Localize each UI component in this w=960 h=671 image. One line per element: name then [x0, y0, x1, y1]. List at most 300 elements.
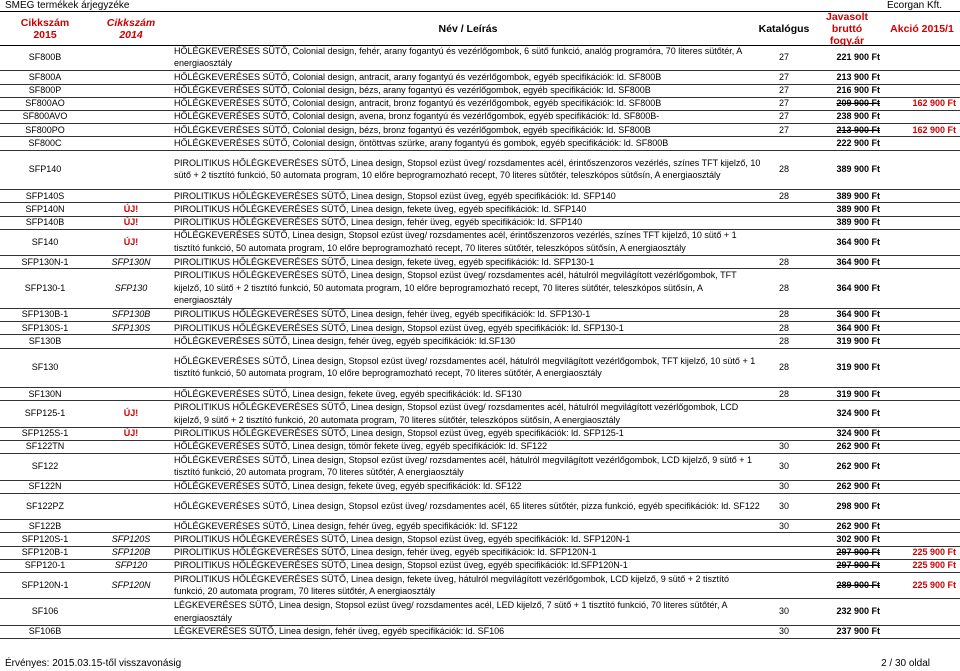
table-row	[0, 387, 960, 401]
retail-price-text: 262 900 Ft	[836, 461, 880, 472]
promo-price	[884, 387, 956, 400]
cikkszam-2014-text: SFP120	[114, 560, 148, 571]
cikkszam-2015-text: SFP130B-1	[21, 309, 69, 320]
retail-price-text: 238 900 Ft	[836, 111, 880, 122]
cikkszam-2015-text: SF122B	[28, 520, 62, 531]
retail-price-text: 319 900 Ft	[836, 335, 880, 346]
promo-price	[884, 427, 956, 440]
product-description	[174, 348, 762, 388]
table-row	[0, 427, 960, 441]
retail-price	[808, 229, 880, 255]
retail-price	[808, 123, 880, 136]
cikkszam-2015	[0, 493, 90, 519]
cikkszam-2014-text: ÚJ!	[123, 236, 139, 247]
cikkszam-2014-text: SFP120B	[111, 546, 151, 557]
retail-price-text: 298 900 Ft	[836, 500, 880, 511]
header-katalogus-text: Katalógus	[758, 22, 810, 35]
katalogus-page-text: 28	[778, 322, 789, 333]
katalogus-page-text: 30	[778, 606, 789, 617]
cikkszam-2015	[0, 480, 90, 493]
product-description	[174, 97, 762, 110]
retail-price	[808, 440, 880, 453]
validity-note: Érvényes: 2015.03.15-től visszavonásig	[5, 658, 182, 669]
retail-price-text: 389 900 Ft	[836, 190, 880, 201]
cikkszam-2014	[94, 110, 168, 123]
katalogus-page	[762, 572, 806, 598]
product-description-text: PIROLITIKUS HŐLÉGKEVERÉSES SÜTŐ, Linea design, fehér üveg, egyéb specifikációk: ld. SFP140	[174, 216, 583, 227]
promo-price	[884, 572, 956, 598]
promo-price	[884, 334, 956, 347]
cikkszam-2014	[94, 546, 168, 559]
cikkszam-2015	[0, 202, 90, 215]
product-description-text: PIROLITIKUS HŐLÉGKEVERÉSES SÜTŐ, Linea design, Stopsol ezüst üveg, egyéb specifikációk: ld. SFP140	[174, 190, 616, 201]
retail-price	[808, 427, 880, 440]
retail-price	[808, 572, 880, 598]
retail-price-text: 364 900 Ft	[836, 256, 880, 267]
product-description-text: HŐLÉGKEVERÉSES SÜTŐ, Colonial design, antracit, bronz fogantyú és vezérlőgombok, egyéb specifikációk: ld. SF800B	[174, 98, 662, 109]
product-description-text: PIROLITIKUS HŐLÉGKEVERÉSES SÜTŐ, Linea design, Stopsol ezüst üveg, egyéb specifikációk: ld. SFP125-1	[174, 428, 624, 439]
product-description-text: PIROLITIKUS HŐLÉGKEVERÉSES SÜTŐ, Linea design, Stopsol ezüst üveg/ rozsdamentes acél, hátulról megvilágított vezérlőgombok, TFT kijelző, 10 sütő + 2 tisztító funkció, 50 automata program, 10 előre beprogramozható recept, 70 literes sütőtér, teleszkópos sütősín, A energiaosztály	[174, 270, 737, 306]
retail-price-text: 297 900 Ft	[836, 546, 880, 557]
product-description-text: HŐLÉGKEVERÉSES SÜTŐ, Linea design, Stopsol ezüst üveg/ rozsdamentes acél, hátulról megvilágított vezérlőgombok, LCD kijelző, 9 sütő + 1 tisztító funkció, 20 automata program, 70 literes sütőtér, A energiaosztály	[174, 454, 753, 478]
retail-price	[808, 532, 880, 545]
table-row	[0, 216, 960, 230]
retail-price	[808, 110, 880, 123]
retail-price-text: 213 900 Ft	[836, 71, 880, 82]
cikkszam-2015	[0, 70, 90, 83]
product-description-text: PIROLITIKUS HŐLÉGKEVERÉSES SÜTŐ, Linea design, Stopsol ezüst üveg, egyéb specifikációk: ld.SFP120N-1	[174, 560, 628, 571]
promo-price	[884, 229, 956, 255]
product-description	[174, 493, 762, 519]
retail-price-text: 364 900 Ft	[836, 236, 880, 247]
cikkszam-2014	[94, 598, 168, 624]
cikkszam-2014	[94, 334, 168, 347]
katalogus-page-text: 28	[778, 362, 789, 373]
table-row	[0, 70, 960, 84]
company-name: Ecorgan Kft.	[886, 0, 942, 11]
cikkszam-2014	[94, 150, 168, 190]
promo-price	[884, 519, 956, 532]
table-row	[0, 519, 960, 533]
cikkszam-2015	[0, 229, 90, 255]
cikkszam-2014	[94, 268, 168, 308]
product-description	[174, 321, 762, 334]
cikkszam-2015	[0, 84, 90, 97]
table-row	[0, 572, 960, 599]
table-row	[0, 625, 960, 639]
document-title: SMEG termékek árjegyzéke	[5, 0, 130, 11]
promo-price	[884, 44, 956, 70]
cikkszam-2015	[0, 334, 90, 347]
page-number: 2 / 30 oldal	[881, 658, 930, 669]
product-description-text: HŐLÉGKEVERÉSES SÜTŐ, Linea design, Stopsol ezüst üveg/ rozsdamentes acél, 65 literes sütőtér, pizza funkció, egyéb specifikációk: ld. SF122	[174, 500, 760, 511]
product-description	[174, 559, 762, 572]
header-price	[810, 12, 884, 45]
cikkszam-2015	[0, 598, 90, 624]
katalogus-page-text: 28	[778, 190, 789, 201]
cikkszam-2014	[94, 321, 168, 334]
cikkszam-2015	[0, 123, 90, 136]
retail-price	[808, 625, 880, 638]
product-description	[174, 453, 762, 479]
cikkszam-2014	[94, 189, 168, 202]
table-row	[0, 598, 960, 625]
cikkszam-2015-text: SFP140S	[25, 190, 65, 201]
cikkszam-2015-text: SF800AO	[25, 98, 65, 109]
table-row	[0, 229, 960, 256]
cikkszam-2015	[0, 440, 90, 453]
promo-price	[884, 598, 956, 624]
product-description-text: PIROLITIKUS HŐLÉGKEVERÉSES SÜTŐ, Linea design, Stopsol ezüst üveg, egyéb specifikációk: ld. SFP130-1	[174, 322, 624, 333]
retail-price-text: 389 900 Ft	[836, 216, 880, 227]
retail-price	[808, 519, 880, 532]
product-description-text: HŐLÉGKEVERÉSES SÜTŐ, Colonial design, antracit, arany fogantyú és vezérlőgombok, egyéb specifikációk: ld. SF800B	[174, 71, 662, 82]
cikkszam-2014-text: SFP130	[114, 282, 148, 293]
cikkszam-2014	[94, 625, 168, 638]
katalogus-page-text: 30	[778, 480, 789, 491]
header-cikkszam-2015	[0, 12, 90, 45]
katalogus-page-text: 28	[778, 309, 789, 320]
product-description-text: PIROLITIKUS HŐLÉGKEVERÉSES SÜTŐ, Linea design, fekete üveg, egyéb specifikációk: ld. SFP130-1	[174, 256, 595, 267]
cikkszam-2014	[94, 480, 168, 493]
katalogus-page-text: 27	[778, 98, 789, 109]
product-description	[174, 427, 762, 440]
cikkszam-2015-text: SF800PO	[25, 124, 65, 135]
product-description	[174, 123, 762, 136]
product-description-text: HŐLÉGKEVERÉSES SÜTŐ, Linea design, tömör fekete üveg, egyéb specifikációk: ld. SF122	[174, 441, 548, 452]
promo-price	[884, 70, 956, 83]
katalogus-page	[762, 334, 806, 347]
product-description	[174, 532, 762, 545]
cikkszam-2015	[0, 625, 90, 638]
cikkszam-2015-text: SF106	[31, 606, 59, 617]
katalogus-page-text: 28	[778, 164, 789, 175]
cikkszam-2014	[94, 493, 168, 519]
product-description	[174, 598, 762, 624]
cikkszam-2014	[94, 84, 168, 97]
katalogus-page	[762, 123, 806, 136]
table-row	[0, 308, 960, 322]
product-description-text: PIROLITIKUS HŐLÉGKEVERÉSES SÜTŐ, Linea design, fekete üveg, hátulról megvilágított vezérlőgombok, LCD kijelző, 9 sütő + 2 tisztító funkció, 20 automata program, 70 literes sütőtér, A energiaosztály	[174, 573, 730, 597]
cikkszam-2014	[94, 453, 168, 479]
promo-price	[884, 110, 956, 123]
katalogus-page	[762, 84, 806, 97]
retail-price	[808, 559, 880, 572]
retail-price	[808, 598, 880, 624]
table-row	[0, 123, 960, 137]
katalogus-page	[762, 136, 806, 149]
table-row	[0, 400, 960, 427]
table-row	[0, 493, 960, 520]
product-description-text: PIROLITIKUS HŐLÉGKEVERÉSES SÜTŐ, Linea design, Stopsol ezüst üveg/ rozsdamentes acél, hátulról megvilágított vezérlőgombok, LCD kijelző, 9 sütő + 2 tisztító funkció, 20 automata program, 70 literes sütőtér, teleszkópos sütősín, A energiaosztály	[174, 402, 739, 425]
katalogus-page-text: 28	[778, 335, 789, 346]
cikkszam-2015	[0, 44, 90, 70]
table-row	[0, 480, 960, 494]
product-description-text: HŐLÉGKEVERÉSES SÜTŐ, Colonial design, avena, bronz fogantyú és vezérlőgombok, egyéb specifikációk: ld. SF800B-	[174, 111, 660, 122]
product-description	[174, 308, 762, 321]
cikkszam-2015	[0, 453, 90, 479]
retail-price-text: 213 900 Ft	[836, 124, 880, 135]
cikkszam-2014-text: SFP130N	[111, 256, 151, 267]
retail-price-text: 237 900 Ft	[836, 626, 880, 637]
cikkszam-2015	[0, 97, 90, 110]
table-row	[0, 97, 960, 111]
cikkszam-2015-text: SF106B	[28, 626, 62, 637]
product-description	[174, 229, 762, 255]
cikkszam-2015-text: SFP130S-1	[21, 322, 69, 333]
retail-price-text: 389 900 Ft	[836, 203, 880, 214]
cikkszam-2015	[0, 308, 90, 321]
retail-price-text: 324 900 Ft	[836, 408, 880, 419]
katalogus-page	[762, 70, 806, 83]
promo-price-text: 225 900 Ft	[912, 560, 956, 571]
product-description	[174, 440, 762, 453]
retail-price-text: 262 900 Ft	[836, 441, 880, 452]
header-akcio	[884, 12, 960, 45]
promo-price	[884, 400, 956, 426]
cikkszam-2015-text: SFP140B	[25, 216, 65, 227]
katalogus-page-text: 27	[778, 71, 789, 82]
promo-price	[884, 348, 956, 388]
promo-price-text: 162 900 Ft	[912, 98, 956, 109]
product-description-text: HŐLÉGKEVERÉSES SÜTŐ, Colonial design, öntöttvas szürke, arany fogantyú és gombok, egyéb specifikációk: ld. SF800B	[174, 137, 669, 148]
cikkszam-2014	[94, 70, 168, 83]
table-row	[0, 189, 960, 203]
retail-price	[808, 348, 880, 388]
retail-price	[808, 453, 880, 479]
retail-price	[808, 480, 880, 493]
table-row	[0, 150, 960, 191]
katalogus-page	[762, 532, 806, 545]
retail-price	[808, 189, 880, 202]
cikkszam-2015	[0, 216, 90, 229]
product-description	[174, 150, 762, 190]
promo-price	[884, 97, 956, 110]
cikkszam-2015	[0, 110, 90, 123]
cikkszam-2014	[94, 229, 168, 255]
cikkszam-2015-text: SFP125S-1	[21, 428, 69, 439]
retail-price	[808, 334, 880, 347]
cikkszam-2014	[94, 519, 168, 532]
katalogus-page	[762, 387, 806, 400]
product-description	[174, 519, 762, 532]
promo-price	[884, 308, 956, 321]
retail-price	[808, 136, 880, 149]
cikkszam-2014-text: ÚJ!	[123, 203, 139, 214]
retail-price	[808, 44, 880, 70]
product-description-text: PIROLITIKUS HŐLÉGKEVERÉSES SÜTŐ, Linea design, Stopsol ezüst üveg, egyéb specifikációk: ld. SFP120N-1	[174, 533, 631, 544]
katalogus-page	[762, 308, 806, 321]
katalogus-page	[762, 216, 806, 229]
header-katalogus	[758, 12, 810, 45]
promo-price	[884, 216, 956, 229]
cikkszam-2015	[0, 427, 90, 440]
promo-price	[884, 136, 956, 149]
table-row	[0, 348, 960, 389]
retail-price	[808, 546, 880, 559]
cikkszam-2014	[94, 572, 168, 598]
cikkszam-2015-text: SF130	[31, 362, 59, 373]
katalogus-page	[762, 44, 806, 70]
cikkszam-2015-text: SFP125-1	[24, 408, 66, 419]
katalogus-page	[762, 625, 806, 638]
katalogus-page	[762, 97, 806, 110]
promo-price	[884, 480, 956, 493]
header-cikkszam-2015-text: Cikkszám 2015	[20, 16, 70, 41]
product-description	[174, 334, 762, 347]
retail-price-text: 262 900 Ft	[836, 520, 880, 531]
katalogus-page	[762, 150, 806, 190]
katalogus-page-text: 30	[778, 441, 789, 452]
cikkszam-2014	[94, 255, 168, 268]
product-description-text: HŐLÉGKEVERÉSES SÜTŐ, Linea design, Stopsol ezüst üveg/ rozsdamentes acél, hátulról megvilágított vezérlőgombok, TFT kijelző, 10 sütő + 1 tisztító funkció, 50 automata program, 10 előre beprogramozható recept, 70 literes sütőtér, A energiaosztály	[174, 355, 756, 379]
cikkszam-2015-text: SF800P	[28, 84, 62, 95]
katalogus-page	[762, 427, 806, 440]
katalogus-page-text: 28	[778, 282, 789, 293]
katalogus-page	[762, 268, 806, 308]
product-description	[174, 44, 762, 70]
table-row	[0, 440, 960, 454]
katalogus-page-text: 27	[778, 84, 789, 95]
cikkszam-2015-text: SFP130-1	[24, 282, 66, 293]
cikkszam-2015-text: SF800A	[28, 71, 62, 82]
cikkszam-2015-text: SFP130N-1	[21, 256, 69, 267]
promo-price	[884, 453, 956, 479]
cikkszam-2014	[94, 348, 168, 388]
retail-price-text: 232 900 Ft	[836, 606, 880, 617]
cikkszam-2015	[0, 268, 90, 308]
promo-price	[884, 202, 956, 215]
promo-price-text: 225 900 Ft	[912, 546, 956, 557]
katalogus-page	[762, 400, 806, 426]
cikkszam-2015-text: SF122N	[28, 480, 62, 491]
retail-price-text: 364 900 Ft	[836, 309, 880, 320]
promo-price	[884, 559, 956, 572]
cikkszam-2015	[0, 255, 90, 268]
table-row	[0, 110, 960, 124]
cikkszam-2015	[0, 150, 90, 190]
retail-price-text: 319 900 Ft	[836, 388, 880, 399]
katalogus-page	[762, 202, 806, 215]
product-description	[174, 255, 762, 268]
retail-price-text: 221 900 Ft	[836, 51, 880, 62]
retail-price-text: 216 900 Ft	[836, 84, 880, 95]
cikkszam-2014	[94, 136, 168, 149]
table-row	[0, 202, 960, 216]
header-price-text: Javasolt bruttó fogy.ár	[825, 10, 869, 47]
cikkszam-2014-text: ÚJ!	[123, 216, 139, 227]
product-description-text: HŐLÉGKEVERÉSES SÜTŐ, Linea design, Stopsol ezüst üveg/ rozsdamentes acél, érintőszenzoros vezérlés, színes TFT kijelző, 10 sütő + 1 tisztító funkció, 50 automata program, 10 előre beprogramozható recept, 70 literes sütőtér, teleszkópos sütősín, A energiaosztály	[174, 230, 737, 253]
cikkszam-2015	[0, 400, 90, 426]
retail-price	[808, 97, 880, 110]
katalogus-page-text: 30	[778, 626, 789, 637]
cikkszam-2015	[0, 546, 90, 559]
katalogus-page	[762, 546, 806, 559]
retail-price-text: 319 900 Ft	[836, 362, 880, 373]
retail-price-text: 389 900 Ft	[836, 164, 880, 175]
cikkszam-2015	[0, 189, 90, 202]
product-description-text: HŐLÉGKEVERÉSES SÜTŐ, Linea design, fehér üveg, egyéb specifikációk: ld.SF130	[174, 335, 516, 346]
promo-price	[884, 440, 956, 453]
katalogus-page	[762, 493, 806, 519]
katalogus-page	[762, 348, 806, 388]
product-description-text: LÉGKEVERÉSES SÜTŐ, Linea design, Stopsol ezüst üveg/ rozsdamentes acél, LED kijelző, 7 sütő + 1 tisztító funkció, 70 literes sütőtér, A energiaosztály	[174, 600, 728, 623]
katalogus-page-text: 30	[778, 461, 789, 472]
product-description	[174, 84, 762, 97]
promo-price	[884, 84, 956, 97]
cikkszam-2015-text: SFP120-1	[24, 560, 66, 571]
katalogus-page-text: 27	[778, 51, 789, 62]
promo-price	[884, 625, 956, 638]
cikkszam-2015-text: SF122PZ	[25, 500, 65, 511]
cikkszam-2014	[94, 427, 168, 440]
cikkszam-2015	[0, 136, 90, 149]
table-row	[0, 136, 960, 150]
table-row	[0, 334, 960, 348]
retail-price	[808, 150, 880, 190]
product-description-text: HŐLÉGKEVERÉSES SÜTŐ, Linea design, fekete üveg, egyéb specifikációk: ld. SF122	[174, 480, 522, 491]
retail-price-text: 289 900 Ft	[836, 579, 880, 590]
retail-price	[808, 400, 880, 426]
retail-price	[808, 268, 880, 308]
cikkszam-2014	[94, 440, 168, 453]
cikkszam-2015-text: SFP120N-1	[21, 579, 69, 590]
katalogus-page	[762, 229, 806, 255]
product-description	[174, 136, 762, 149]
cikkszam-2015	[0, 387, 90, 400]
promo-price-text: 162 900 Ft	[912, 124, 956, 135]
cikkszam-2014	[94, 97, 168, 110]
cikkszam-2015-text: SF800B	[28, 51, 62, 62]
product-description-text: HŐLÉGKEVERÉSES SÜTŐ, Colonial design, fehér, arany fogantyú és vezérlőgombok, 6 sütő funkció, analóg programóra, 70 literes sütőtér, A energiaosztály	[174, 45, 742, 69]
header-name	[174, 12, 762, 45]
table-row	[0, 268, 960, 309]
product-description	[174, 387, 762, 400]
table-row	[0, 255, 960, 269]
katalogus-page	[762, 559, 806, 572]
retail-price	[808, 321, 880, 334]
katalogus-page-text: 28	[778, 388, 789, 399]
promo-price	[884, 532, 956, 545]
cikkszam-2015-text: SFP120S-1	[21, 533, 69, 544]
product-description	[174, 70, 762, 83]
retail-price-text: 302 900 Ft	[836, 533, 880, 544]
product-description	[174, 216, 762, 229]
cikkszam-2015-text: SFP140N	[25, 203, 65, 214]
cikkszam-2014	[94, 308, 168, 321]
product-description	[174, 572, 762, 598]
cikkszam-2015	[0, 519, 90, 532]
promo-price-text: 225 900 Ft	[912, 579, 956, 590]
katalogus-page	[762, 440, 806, 453]
retail-price-text: 364 900 Ft	[836, 282, 880, 293]
table-row	[0, 532, 960, 546]
retail-price-text: 364 900 Ft	[836, 322, 880, 333]
retail-price	[808, 308, 880, 321]
product-description-text: PIROLITIKUS HŐLÉGKEVERÉSES SÜTŐ, Linea design, fehér üveg, egyéb specifikációk: ld. SFP120N-1	[174, 546, 597, 557]
cikkszam-2014	[94, 123, 168, 136]
katalogus-page-text: 30	[778, 500, 789, 511]
cikkszam-2014-text: SFP120N	[111, 579, 151, 590]
katalogus-page	[762, 480, 806, 493]
cikkszam-2015-text: SF130N	[28, 388, 62, 399]
katalogus-page	[762, 598, 806, 624]
retail-price	[808, 70, 880, 83]
promo-price	[884, 189, 956, 202]
product-description	[174, 268, 762, 308]
cikkszam-2014	[94, 202, 168, 215]
promo-price	[884, 268, 956, 308]
